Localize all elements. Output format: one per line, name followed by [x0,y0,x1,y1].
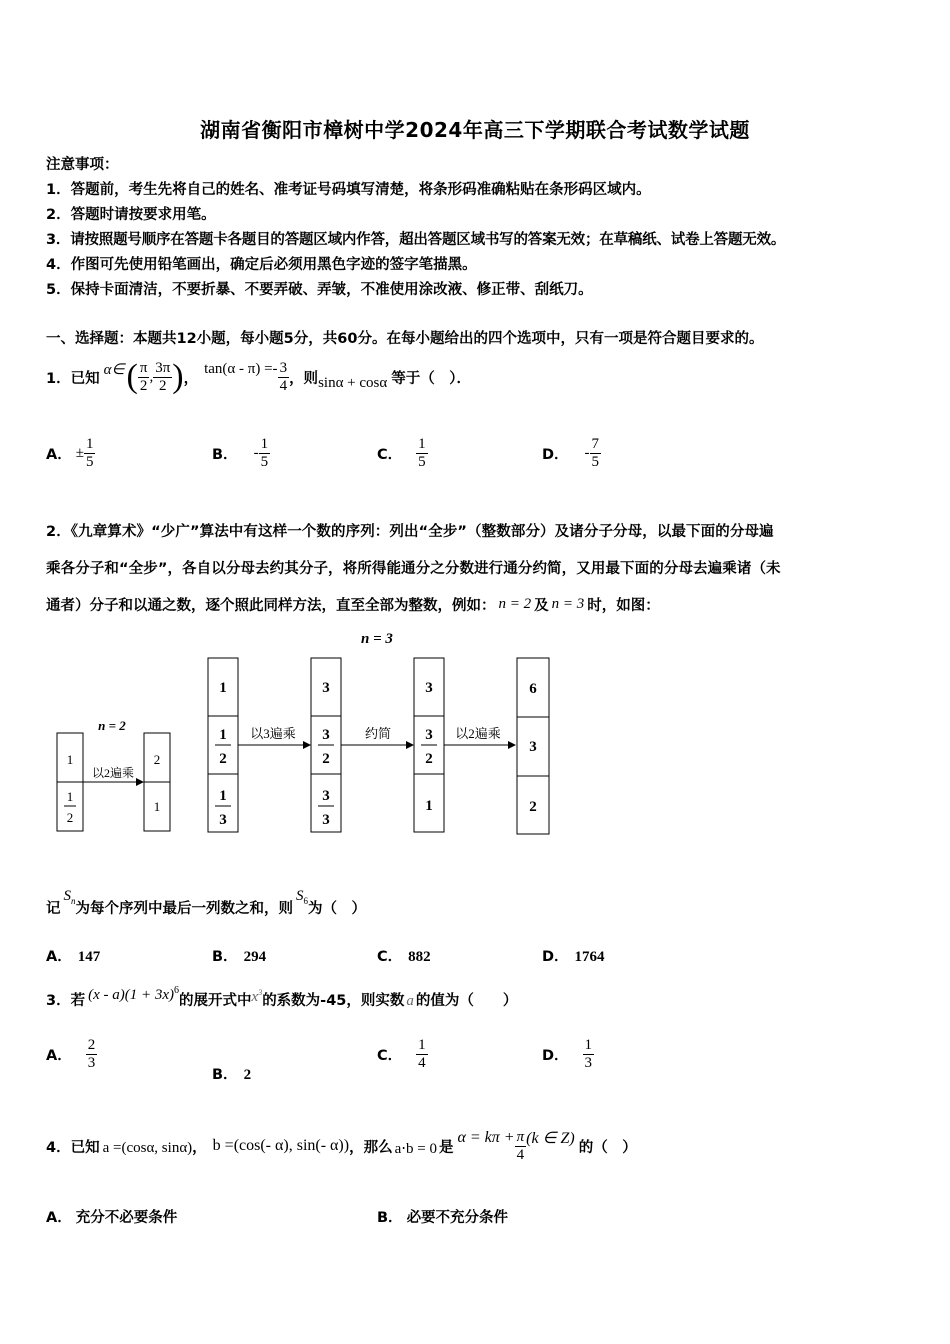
q2-sn [64,888,76,906]
box4-cell-2-num: 3 [322,727,330,743]
q4-option-a-label: A． [46,1210,72,1226]
q3-option-b[interactable] [212,1063,251,1084]
box3-cell-2-num: 1 [219,727,227,743]
q4-cond-frac-num: π [516,1128,525,1145]
q3-option-b-value: 2 [243,1067,252,1083]
q1-alpha-in: α∈ [103,361,125,378]
q4-cond-frac-den: 4 [516,1146,525,1163]
notice-item-1: 1．答题前，考生先将自己的姓名、准考证号码填写清楚，将条形码准确粘贴在条形码区域内。 [46,182,651,198]
notice-item-3: 3．请按照题号顺序在答题卡各题目的答题区域内作答，超出答题区域书写的答案无效；在草稿纸、试卷上答题无效。 [46,232,786,248]
notice-item-5: 5．保持卡面清洁，不要折暴、不要弄破、弄皱，不准使用涂改液、修正带、刮纸刀。 [46,282,593,298]
diagram-label-n2: n = 2 [98,718,126,733]
q2-line-3 [46,594,660,615]
q2-sn-letter: S [63,888,71,904]
question-4 [46,1124,637,1168]
q4-cond-b: (k ∈ Z) [526,1130,575,1147]
page-title: 湖南省衡阳市樟树中学2024年高三下学期联合考试数学试题 [200,118,750,142]
q1-f2-den: 2 [158,377,167,394]
q2-option-b-value: 294 [243,949,267,965]
q1-f1-num: π [139,359,148,376]
q4-suffix: 的（ ） [578,1139,637,1156]
notice-item-2: 2．答题时请按要求用笔。 [46,207,216,223]
q1-option-a-label: A． [46,447,72,463]
box3-cell-3-num: 1 [219,788,227,804]
q1-option-b-frac [259,436,271,471]
box5-cell-2-num: 3 [425,727,433,743]
box6-cell-1: 6 [529,681,537,697]
q3-option-c-num: 1 [418,1037,426,1053]
q1-expr: sinα + cosα [318,374,388,391]
q4-option-a-value: 充分不必要条件 [75,1210,178,1226]
q3-mid2: 的系数为-45，则实数 [262,993,405,1009]
question-1 [46,354,471,400]
q4-comma: ， [192,1139,207,1156]
q1-option-a[interactable] [46,436,95,471]
q1-f2-num: 3π [155,359,171,376]
diagram-box-1 [57,733,83,831]
q1-f1-den: 2 [139,377,148,394]
q3-x3 [252,988,263,1006]
q2-option-c-label: C． [377,949,403,965]
q4-dot: a⋅b = 0 [394,1140,437,1157]
q1-option-c-den: 5 [418,454,426,470]
q1-option-b-sign: - [253,445,259,461]
box3-cell-1: 1 [219,680,227,696]
q3-expr [88,985,179,1004]
q3-prefix: 3．若 [46,993,86,1009]
q4-prefix: 4．已知 [46,1139,100,1156]
box5-cell-1: 3 [425,680,433,696]
question-3 [46,982,517,1010]
q1-option-b-label: B． [212,447,238,463]
q3-option-c-frac [416,1037,428,1072]
q1-option-b[interactable] [212,436,270,471]
q1-option-c-num: 1 [418,436,426,452]
q1-comma: ， [183,370,199,387]
q1-option-a-sign: ± [75,445,84,461]
q1-f3-den: 4 [279,377,288,394]
q2-option-c[interactable] [377,945,431,966]
q3-option-b-label: B． [212,1067,238,1083]
box4-cell-1: 3 [322,680,330,696]
q2-option-d-label: D． [542,949,569,965]
q3-option-d-num: 1 [584,1037,593,1053]
box6-cell-2: 3 [529,739,537,755]
notice-heading: 注意事项： [46,157,119,173]
q3-expr-exp: 6 [174,985,180,996]
q2-line-2: 乘各分子和“全步”，各自以分母去约其分子，将所得能通分之分数进行通分约简，又用最下面的分母去遍乘诸（未 [46,561,781,577]
q2-s6-sub: 6 [303,896,308,906]
q1-option-b-num: 1 [260,436,269,452]
q3-option-c-label: C． [377,1048,403,1064]
q1-prefix: 1．已知 [46,370,100,387]
q1-option-d-sign: - [584,445,590,461]
q2-line-1: 2．《九章算术》“少广”算法中有这样一个数的序列：列出“全步”（整数部分）及诸分子分母，以最下面的分母遍 [46,524,774,540]
q1-option-b-den: 5 [260,454,269,470]
box6-cell-3: 2 [529,799,537,815]
q1-option-d-num: 7 [591,436,600,452]
q3-mid: 的展开式中 [179,993,252,1009]
q2-option-a[interactable] [46,945,100,966]
arrow-d-label: 以2遍乘 [455,726,501,741]
arrow-b-label: 以3遍乘 [250,726,296,741]
q1-suffix: 等于（ ）． [391,370,471,387]
q3-option-a-label: A． [46,1048,72,1064]
diagram-box-2 [144,733,170,831]
q1-tan: tan(α - π) =- [204,360,278,377]
q3-option-d-frac [583,1037,595,1072]
q3-a: a [406,993,414,1009]
q2-n2: n = 2 [498,596,532,612]
diagram-box-3 [208,658,238,832]
q4-option-b-label: B． [377,1210,403,1226]
box4-cell-3-num: 3 [322,788,330,804]
q2-option-d-value: 1764 [574,949,605,965]
q1-paren-right: ) [172,358,184,395]
box5-cell-2-den: 2 [425,751,433,767]
q2-stem [46,888,366,918]
q1-frac-2 [153,360,172,395]
q3-suffix: 的值为（ ） [415,993,518,1009]
q2-stem-b: 为每个序列中最后一列数之和，则 [75,901,293,917]
q3-option-a-den: 3 [87,1055,96,1071]
q3-expr-body: (x - a)(1 + 3x) [88,987,175,1003]
q4-cond-frac [515,1129,527,1164]
q1-then: ，则 [289,370,319,387]
q2-option-d[interactable] [542,945,605,966]
box4-cell-3-den: 3 [322,812,330,828]
q2-n3: n = 3 [551,596,585,612]
q3-option-c[interactable] [377,1037,428,1072]
q1-option-c-label: C． [377,447,403,463]
q4-cond-a: α = kπ + [457,1129,515,1146]
notice-item-4: 4．作图可先使用铅笔画出，确定后必须用黑色字迹的签字笔描黑。 [46,257,477,273]
q3-option-d-label: D． [542,1048,569,1064]
box5-cell-3: 1 [425,798,433,814]
q1-option-c-frac [416,436,428,471]
q1-option-d-label: D． [542,447,569,463]
q4-vec-b: b =(cos(- α), sin(- α)) [212,1137,350,1154]
q1-frac-1 [138,360,150,395]
q3-option-d-den: 3 [584,1055,593,1071]
box3-cell-3-den: 3 [219,812,227,828]
arrow-c-label: 约简 [364,726,392,741]
q2-s6-letter: S [296,888,304,904]
q2-line-3b: 时，如图： [587,598,660,614]
arrow-a-label: 以2遍乘 [91,766,135,780]
q4-option-b[interactable] [377,1206,508,1227]
q4-option-b-value: 必要不充分条件 [406,1210,509,1226]
q2-diagram [0,620,950,850]
q3-x3-letter: x [251,989,259,1005]
box2-cell-2: 1 [153,799,161,814]
q4-is: 是 [438,1139,454,1156]
q1-option-a-num: 1 [85,436,94,452]
q3-x3-exp: 3 [258,988,263,997]
q1-comma-inner: , [149,368,154,385]
box3-cell-2-den: 2 [219,751,227,767]
q1-option-d-frac [590,436,602,471]
q2-option-a-value: 147 [77,949,101,965]
q1-option-c[interactable] [377,436,428,471]
box1-cell-1: 1 [66,752,74,767]
q2-stem-a: 记 [46,901,61,917]
q2-option-c-value: 882 [408,949,431,965]
q4-then: ，那么 [349,1139,393,1156]
q3-option-c-den: 4 [418,1055,426,1071]
q2-option-b[interactable] [212,945,266,966]
box1-cell-2-den: 2 [66,810,74,825]
q1-option-a-frac [84,436,96,471]
box2-cell-1: 2 [153,752,161,767]
section-heading: 一、选择题：本题共12小题，每小题5分，共60分。在每小题给出的四个选项中，只有一项是符合题目要求的。 [46,331,764,347]
q3-option-a-frac [86,1037,98,1072]
q1-frac-3 [278,360,290,395]
q2-stem-c: 为（ ） [308,901,366,917]
q2-s6 [296,888,308,906]
q2-option-b-label: B． [212,949,238,965]
q4-option-a[interactable] [46,1206,177,1227]
q2-and: 及 [534,598,549,614]
diagram-box-6 [517,658,549,834]
q1-option-a-den: 5 [85,454,94,470]
q2-sn-sub: n [71,896,76,906]
q1-paren-left: ( [126,358,138,395]
box4-cell-2-den: 2 [322,751,330,767]
q2-option-a-label: A． [46,949,72,965]
diagram-box-5 [414,658,444,832]
q3-option-a[interactable] [46,1037,97,1072]
diagram-label-n3: n = 3 [361,631,393,647]
q3-option-a-num: 2 [87,1037,96,1053]
q2-line-3a: 通者）分子和以通之数，逐个照此同样方法，直至全部为整数，例如： [46,598,496,614]
q1-option-d[interactable] [542,436,601,471]
box1-cell-2: 1 [66,789,74,804]
q1-option-d-den: 5 [591,454,600,470]
q4-vec-a: a =(cosα, sinα) [102,1139,193,1156]
diagram-box-4 [311,658,341,832]
q3-option-d[interactable] [542,1037,594,1072]
q1-f3-num: 3 [279,359,288,376]
